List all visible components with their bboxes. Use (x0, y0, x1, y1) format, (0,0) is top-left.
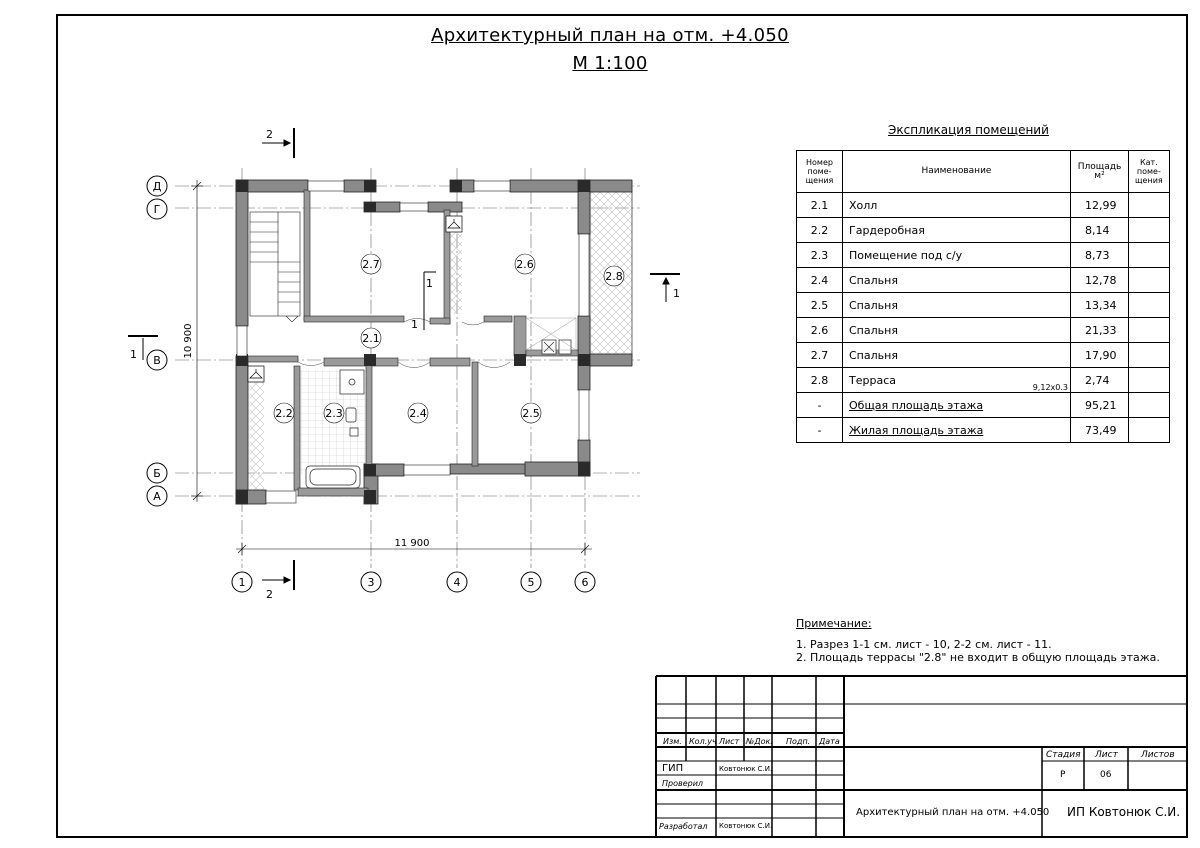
stamp-sheet: 06 (1100, 770, 1112, 780)
drawing-title: Архитектурный план на отм. +4.050 (431, 25, 789, 46)
notes (796, 617, 1160, 664)
dim-width: 11 900 (394, 538, 430, 549)
svg-text:1: 1 (673, 287, 680, 300)
room-2-4: 2.4 (409, 407, 427, 420)
svg-text:1: 1 (130, 348, 137, 361)
stamp-name-gip: Ковтонюк С.И. (719, 765, 773, 773)
stamp-col-podp: Подп. (786, 737, 811, 746)
stamp-role-gip: ГИП (662, 763, 684, 774)
room-2-1: 2.1 (362, 332, 380, 345)
axis-row-b: Б (153, 467, 161, 480)
table-row: 2.2 Гардеробная 8,14 (797, 218, 1170, 243)
stamp-col-koluch: Кол.уч (689, 737, 717, 746)
stamp-sheets-label: Листов (1141, 750, 1175, 760)
stamp-role-checked: Проверил (662, 779, 704, 788)
room-2-7: 2.7 (362, 258, 380, 271)
explication-table (796, 150, 1170, 443)
axis-row-a: А (153, 490, 161, 503)
room-2-8: 2.8 (605, 270, 623, 283)
axis-col-6: 6 (581, 576, 589, 589)
stamp-name-developed: Ковтонюк С.И. (719, 822, 773, 830)
row-axes (147, 176, 167, 506)
stamp-col-izm: Изм. (663, 737, 682, 746)
drawing-scale: М 1:100 (572, 53, 648, 74)
explication-header-row (797, 151, 1170, 193)
svg-text:2: 2 (266, 588, 273, 601)
stamp-col-data: Дата (819, 737, 840, 746)
table-row: 2.5 Спальня 13,34 (797, 293, 1170, 318)
stamp-role-developed: Разработал (659, 822, 708, 831)
table-row: 2.4 Спальня 12,78 (797, 268, 1170, 293)
header-area: Площадь м² (1071, 151, 1129, 193)
table-row: - Жилая площадь этажа 73,49 (797, 418, 1170, 443)
dim-height: 10 900 (183, 323, 194, 359)
table-row: 2.7 Спальня 17,90 (797, 343, 1170, 368)
axis-col-3: 3 (367, 576, 375, 589)
notes-heading: Примечание: (796, 617, 872, 630)
stamp-stage-label: Стадия (1046, 750, 1081, 760)
stamp-company: ИП Ковтонюк С.И. (1067, 805, 1181, 819)
terrace-dim-note: 9,12х0.3 (1032, 383, 1068, 392)
table-row: 2.6 Спальня 21,33 (797, 318, 1170, 343)
stamp-sheet-label: Лист (1095, 750, 1118, 760)
axis-row-v: В (153, 354, 161, 367)
stamp-col-list: Лист (719, 737, 740, 746)
axis-col-5: 5 (527, 576, 535, 589)
table-row: 2.8 Терраса 9,12х0.3 2,74 (797, 368, 1170, 393)
header-category: Кат. поме- щения (1129, 151, 1170, 193)
axis-row-g: Г (153, 203, 161, 216)
axis-col-1: 1 (238, 576, 246, 589)
table-row: 2.1 Холл 12,99 (797, 193, 1170, 218)
axis-col-4: 4 (453, 576, 461, 589)
room-2-6: 2.6 (516, 258, 534, 271)
table-row: - Общая площадь этажа 95,21 (797, 393, 1170, 418)
room-2-3: 2.3 (325, 407, 343, 420)
svg-text:2: 2 (266, 128, 273, 141)
table-row: 2.3 Помещение под с/у 8,73 (797, 243, 1170, 268)
note-line-2: 2. Площадь террасы "2.8" не входит в общую площадь этажа. (796, 651, 1160, 664)
explication-title: Экспликация помещений (888, 123, 1049, 137)
svg-text:1: 1 (411, 318, 418, 331)
svg-text:1: 1 (426, 277, 433, 290)
room-2-5: 2.5 (522, 407, 540, 420)
axis-row-d: Д (152, 180, 162, 193)
note-line-1: 1. Разрез 1-1 см. лист - 10, 2-2 см. лист - 11. (796, 638, 1052, 651)
stamp-col-ndoc: №Док. (746, 737, 773, 746)
room-2-2: 2.2 (275, 407, 293, 420)
stamp-stage: Р (1060, 770, 1066, 780)
stamp-sheet-title: Архитектурный план на отм. +4.050 (856, 807, 1050, 818)
header-name: Наименование (843, 151, 1071, 193)
header-number: Номер поме- щения (797, 151, 843, 193)
